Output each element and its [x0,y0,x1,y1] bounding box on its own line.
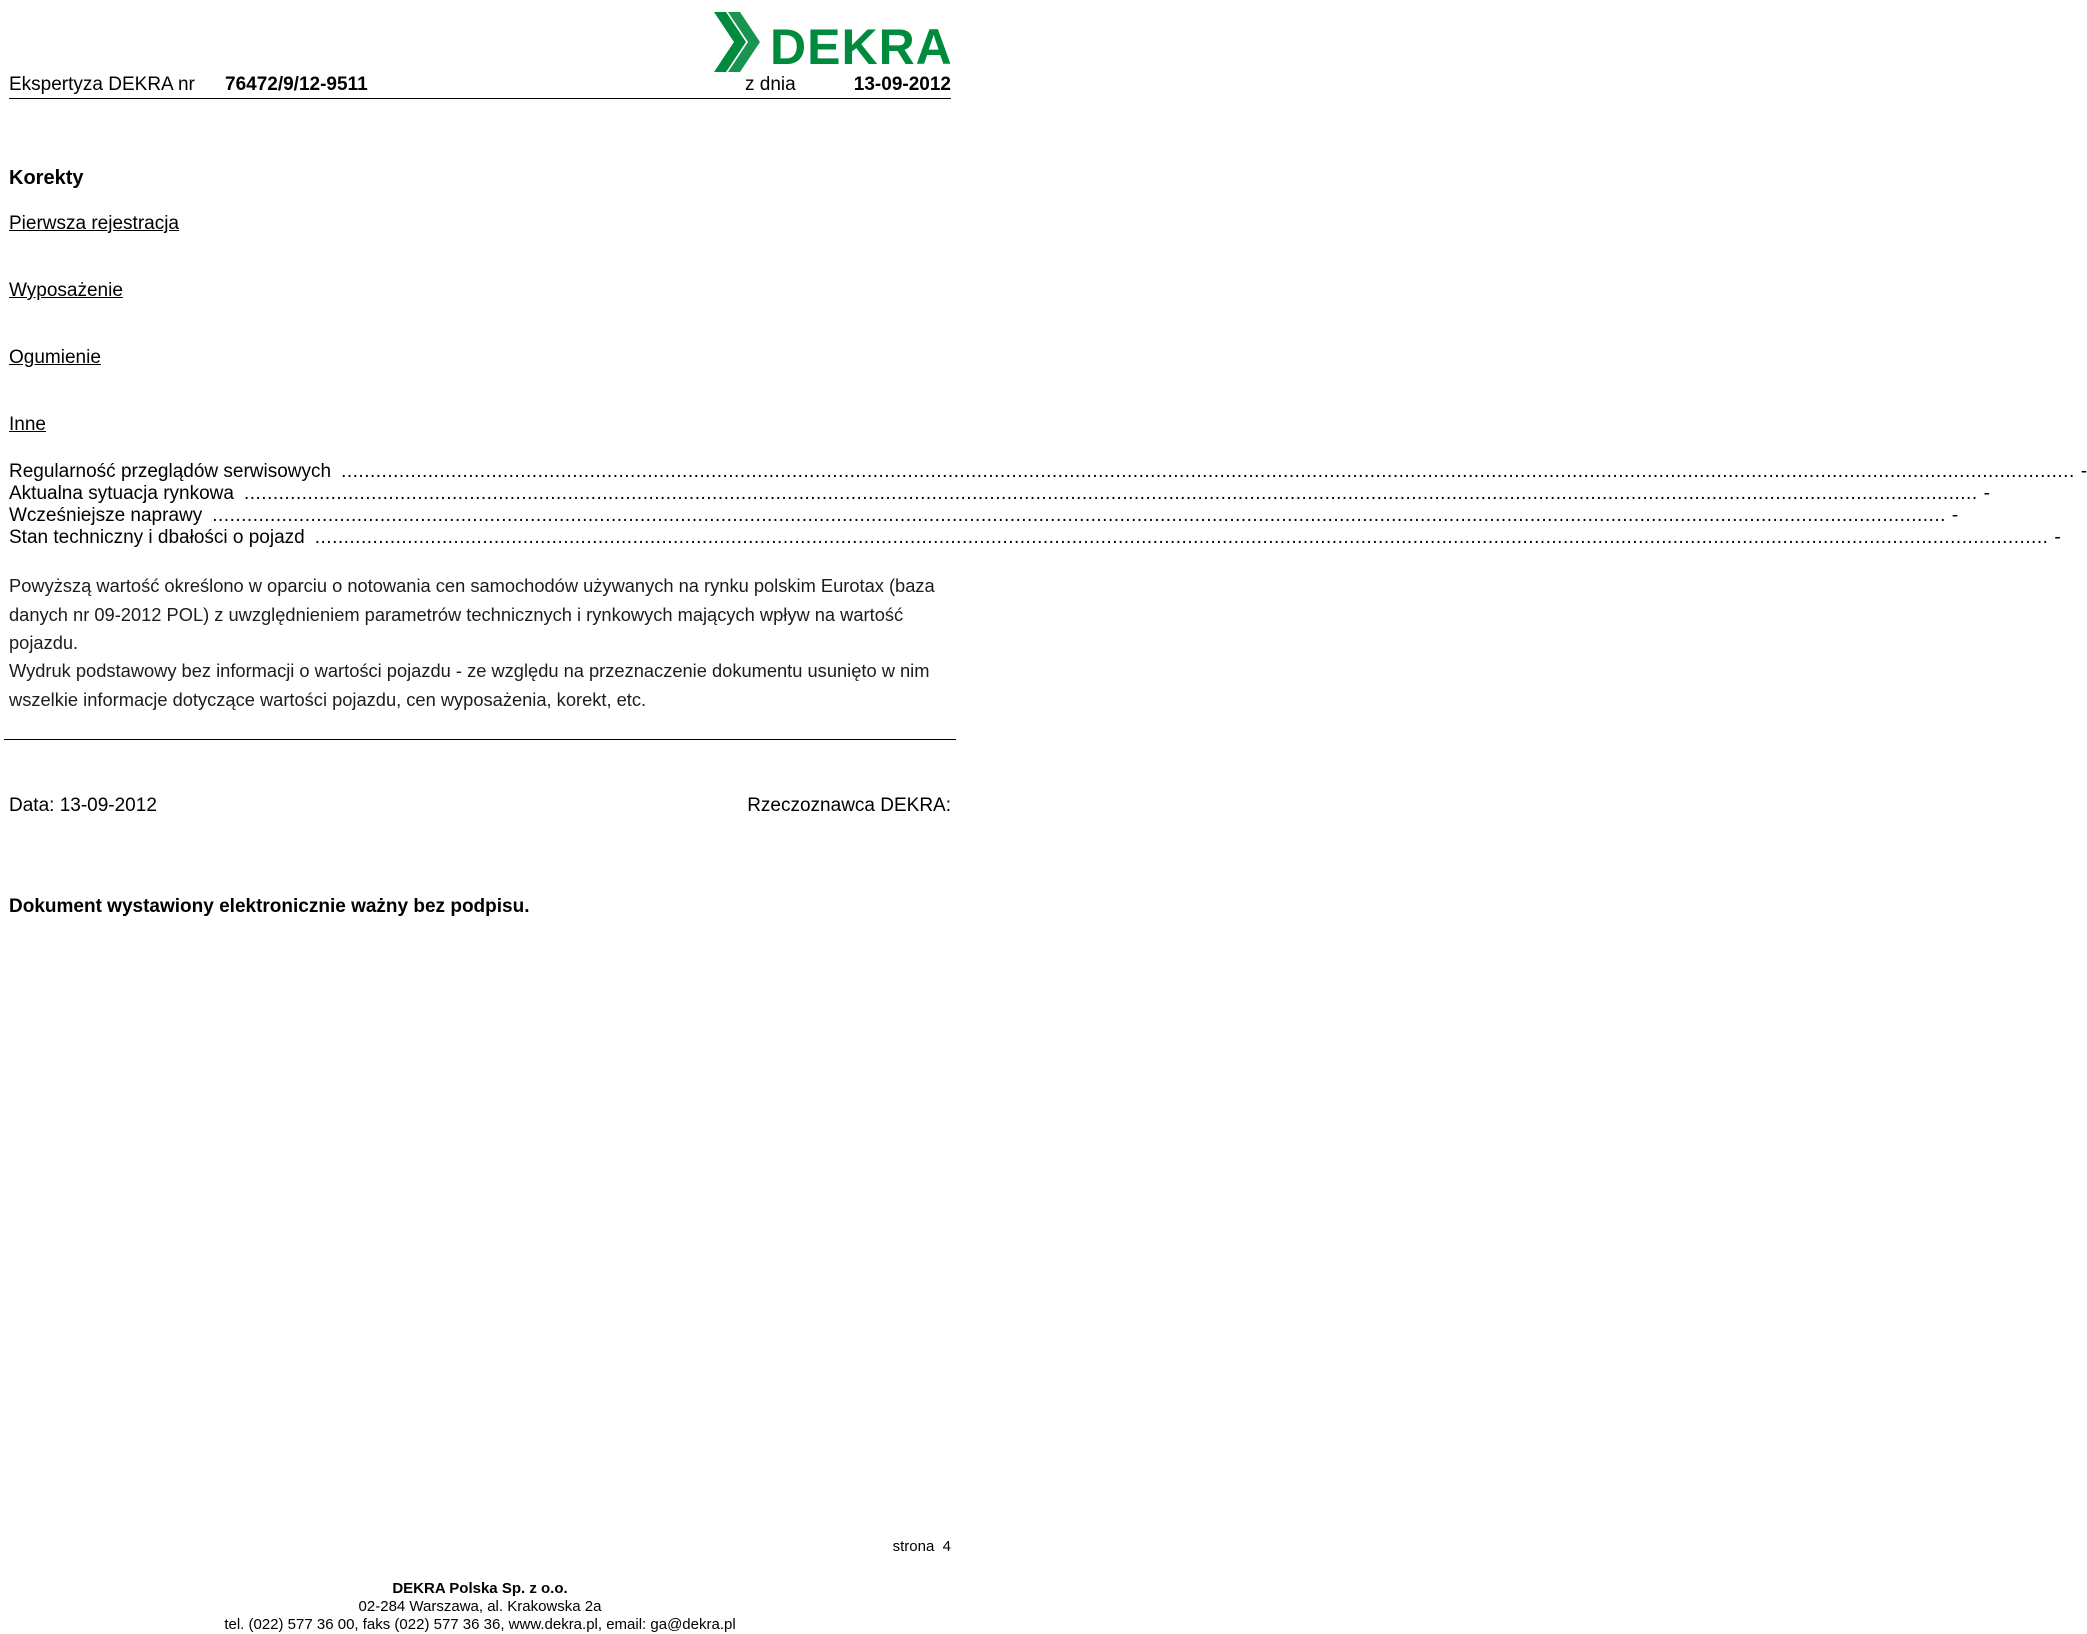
valuation-paragraph: Powyższą wartość określono w oparciu o notowania cen samochodów używanych na rynku polskim Eurotax (baza danych nr 09-2012 POL) z uwzględnieniem parametrów technicznych i rynkowych mających wpływ na wartość pojazdu. [9,575,935,653]
checklist-row [9,483,1990,505]
footer-company: DEKRA Polska Sp. z o.o. [392,1580,568,1597]
report-label: Ekspertyza DEKRA nr [9,74,195,95]
expert-label: Rzeczoznawca DEKRA: [747,795,951,816]
page-value: 4 [942,1538,951,1555]
page-number [893,1538,951,1555]
correction-tyres: Ogumienie [9,347,101,368]
checklist-label: Aktualna sytuacja rynkowa [9,483,234,504]
report-date: 13-09-2012 [853,74,951,95]
report-header [9,68,951,99]
footer-address: 02-284 Warszawa, al. Krakowska 2a [358,1598,602,1615]
dot-leader: ............................................................................................................................................................................................................................................................................................................ [314,527,2049,548]
checklist-row [9,461,2087,483]
correction-first-registration: Pierwsza rejestracja [9,213,179,234]
dot-leader: ............................................................................................................................................................................................................................................................................................................ [341,461,2075,482]
checklist-value: - [1983,483,1990,504]
date-label: z dnia [745,74,796,95]
divider [4,739,956,740]
dot-leader: ............................................................................................................................................................................................................................................................................................................ [212,505,1946,526]
checklist-row [9,527,2061,549]
checklist-label: Wcześniejsze naprawy [9,505,203,526]
checklist-value: - [2054,527,2061,548]
signature-date: Data: 13-09-2012 [9,795,157,816]
printout-paragraph: Wydruk podstawowy bez informacji o wartości pojazdu - ze względu na przeznaczenie dokumentu usunięto w nim wszelkie informacje dotyczące wartości pojazdu, cen wyposażenia, korekt, etc. [9,660,930,710]
report-number: 76472/9/12-9511 [225,74,368,95]
correction-other: Inne [9,414,46,435]
correction-equipment: Wyposażenie [9,280,123,301]
corrections-title: Korekty [9,167,84,189]
dot-leader: ............................................................................................................................................................................................................................................................................................................ [243,483,1978,504]
electronic-notice: Dokument wystawiony elektronicznie ważny bez podpisu. [9,896,530,917]
footer-contact: tel. (022) 577 36 00, faks (022) 577 36 36, www.dekra.pl, email: ga@dekra.pl [224,1616,736,1633]
checklist-value: - [1951,505,1959,526]
logo-wordmark: DEKRA [770,19,953,75]
page-label: strona [892,1538,935,1555]
checklist-label: Stan techniczny i dbałości o pojazd [9,527,305,548]
checklist-row [9,505,1959,527]
checklist-label: Regularność przeglądów serwisowych [9,461,332,482]
checklist-value: - [2080,461,2087,482]
